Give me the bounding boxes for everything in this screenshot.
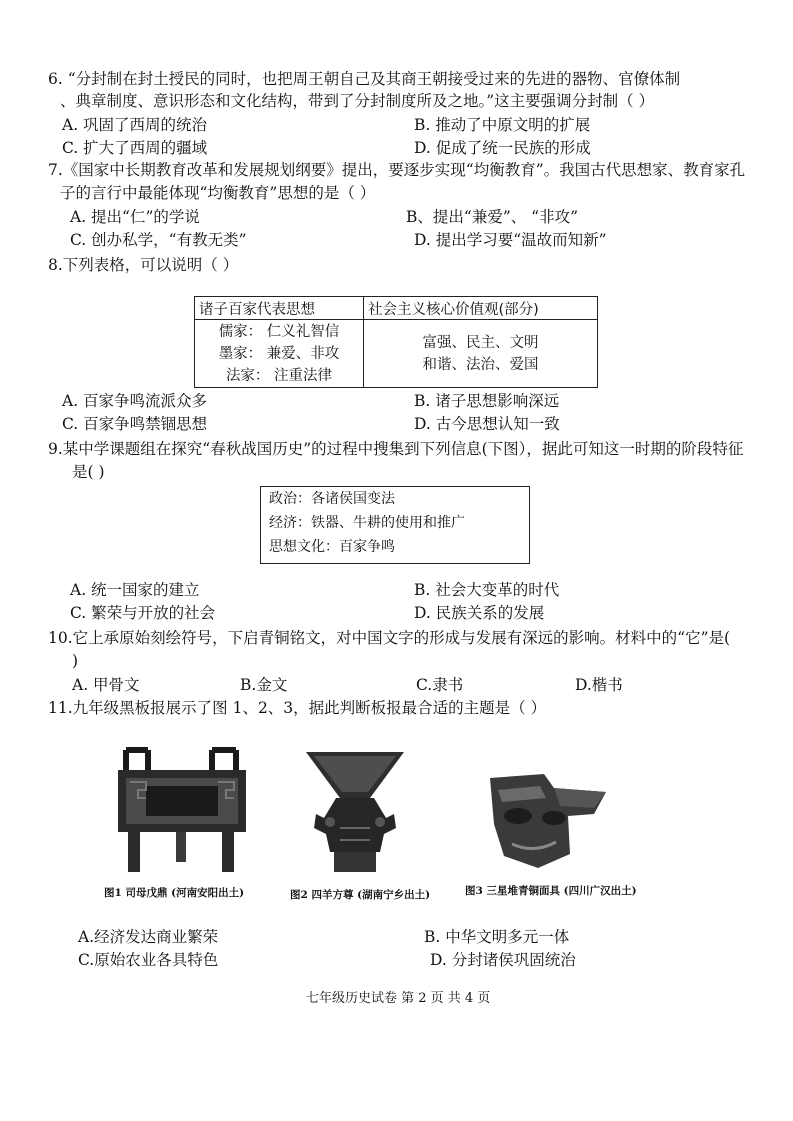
q9-info-box: [260, 486, 530, 564]
q7-stem-line1: 7.《国家中长期教育改革和发展规划纲要》提出，要逐步实现“均衡教育”。我国古代思想家、教育家孔: [48, 161, 746, 179]
bronze-mask-image: [484, 768, 614, 870]
q6-option-d: D. 促成了统一民族的形成: [414, 139, 591, 157]
figure3-caption: 图3 三星堆青铜面具 (四川广汉出土): [465, 885, 637, 897]
q9-info-politics: 政治：各诸侯国变法: [269, 491, 395, 507]
q9-info-economy: 经济：铁器、牛耕的使用和推广: [269, 515, 465, 531]
q8-table-left-row: 墨家： 兼爱、非攻: [218, 345, 340, 362]
q10-stem-line2: ): [72, 652, 79, 670]
q6-stem-line2: 、典章制度、意识形态和文化结构，带到了分封制度所及之地。”这主要强调分封制（ ）: [60, 92, 655, 110]
q8-option-d: D. 古今思想认知一致: [414, 415, 560, 433]
q11-option-d: D. 分封诸侯巩固统治: [430, 951, 576, 969]
q6-option-c: C. 扩大了西周的疆域: [62, 139, 208, 157]
q8-stem: 8.下列表格，可以说明（ ）: [48, 256, 239, 274]
q9-option-a: A. 统一国家的建立: [70, 581, 200, 599]
q9-option-c: C. 繁荣与开放的社会: [70, 604, 216, 622]
q11-stem: 11.九年级黑板报展示了图 1、2、3，据此判断板报最合适的主题是（ ）: [48, 699, 547, 717]
q11-option-b: B. 中华文明多元一体: [424, 928, 570, 946]
page-footer: 七年级历史试卷 第 2 页 共 4 页: [306, 991, 491, 1006]
q10-option-c: C.隶书: [416, 676, 464, 694]
q7-stem-line2: 子的言行中最能体现“均衡教育”思想的是（ ）: [60, 184, 376, 202]
q8-table-header-left: 诸子百家代表思想: [195, 297, 364, 320]
zun-vessel-image: [300, 748, 410, 876]
q8-table-right-row: 富强、民主、文明: [422, 334, 539, 351]
q10-option-d: D.楷书: [575, 676, 623, 694]
q6-option-a: A. 巩固了西周的统治: [62, 116, 208, 134]
q8-option-a: A. 百家争鸣流派众多: [62, 392, 208, 410]
q7-option-a: A. 提出“仁”的学说: [70, 208, 200, 226]
q9-stem-line2: 是( ): [72, 463, 105, 481]
q11-option-a: A.经济发达商业繁荣: [78, 928, 219, 946]
q6-option-b: B. 推动了中原文明的扩展: [414, 116, 591, 134]
q8-option-b: B. 诸子思想影响深远: [414, 392, 560, 410]
q9-stem-line1: 9.某中学课题组在探究“春秋战国历史”的过程中搜集到下列信息(下图），据此可知这一时期的阶段特征: [48, 440, 744, 458]
ding-tripod-image: [112, 742, 252, 874]
q7-option-b: B、提出“兼爱”、 “非攻”: [406, 208, 579, 226]
q8-table-header-right: 社会主义核心价值观(部分): [364, 297, 598, 320]
q9-option-d: D. 民族关系的发展: [414, 604, 545, 622]
q8-table-left-cell: [195, 320, 364, 388]
q7-option-d: D. 提出学习要“温故而知新”: [414, 231, 607, 249]
q8-table-left-row: 法家： 注重法律: [225, 367, 333, 384]
q6-stem-line1: 6. “分封制在封土授民的同时，也把周王朝自己及其商王朝接受过来的先进的器物、官僚体制: [48, 70, 681, 88]
q8-table-right-cell: [364, 320, 598, 388]
figure1-caption: 图1 司母戊鼎 (河南安阳出土): [104, 887, 245, 899]
q10-option-b: B.金文: [240, 676, 288, 694]
q11-option-c: C.原始农业各具特色: [78, 951, 219, 969]
q9-option-b: B. 社会大变革的时代: [414, 581, 560, 599]
q8-option-c: C. 百家争鸣禁锢思想: [62, 415, 208, 433]
q8-table: [194, 296, 598, 388]
q8-table-right-row: 和谐、法治、爱国: [422, 356, 539, 373]
q10-option-a: A. 甲骨文: [72, 676, 140, 694]
q7-option-c: C. 创办私学，“有教无类”: [70, 231, 247, 249]
q10-stem-line1: 10.它上承原始刻绘符号，下启青铜铭文，对中国文字的形成与发展有深远的影响。材料中的“它”是(: [48, 629, 731, 647]
figure2-caption: 图2 四羊方尊 (湖南宁乡出土): [290, 889, 431, 901]
q8-table-left-row: 儒家： 仁义礼智信: [218, 323, 340, 340]
q9-info-thought: 思想文化：百家争鸣: [269, 539, 395, 555]
